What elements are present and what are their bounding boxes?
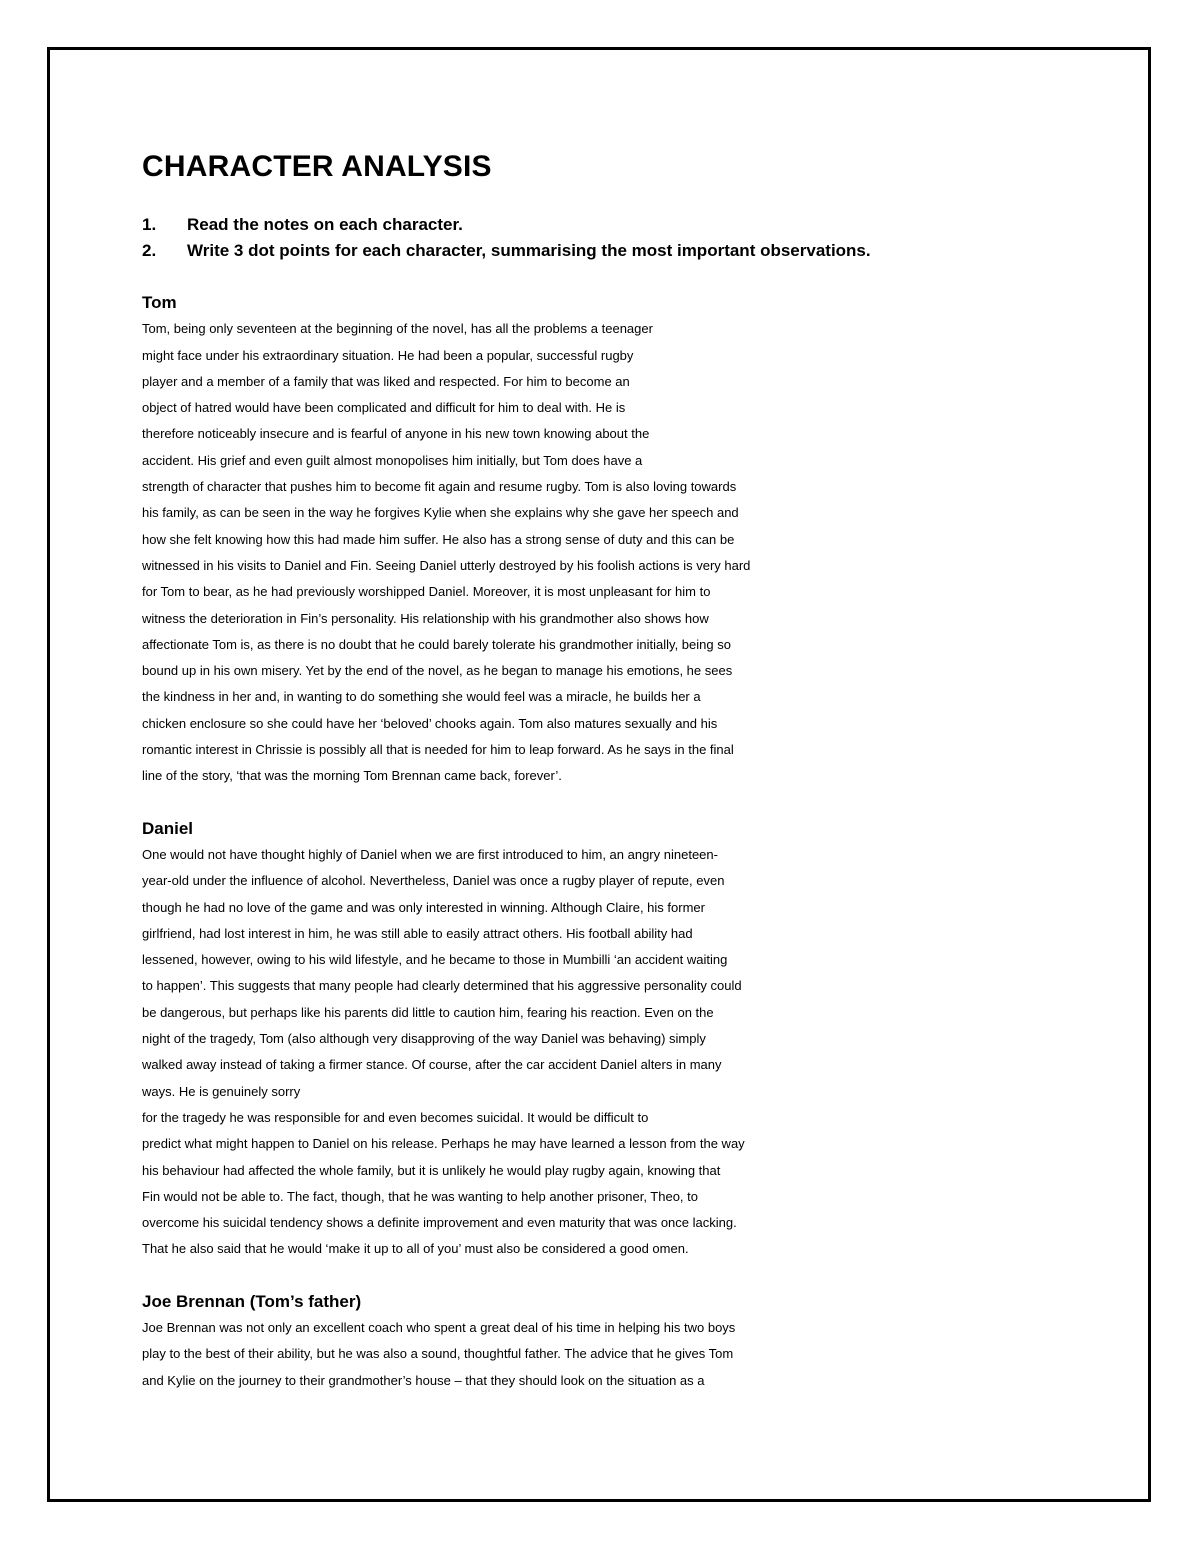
instruction-number: 1. xyxy=(142,215,157,234)
paragraph-line: though he had no love of the game and was only interested in winning. Although Claire, his former xyxy=(142,899,705,915)
paragraph-line: his family, as can be seen in the way he forgives Kylie when she explains why she gave her speech and xyxy=(142,505,739,521)
paragraph-line: his behaviour had affected the whole family, but it is unlikely he would play rugby again, knowing that xyxy=(142,1162,721,1178)
paragraph-line: Fin would not be able to. The fact, though, that he was wanting to help another prisoner, Theo, to xyxy=(142,1188,698,1204)
instruction-text: Read the notes on each character. xyxy=(187,215,463,234)
character-section xyxy=(142,1289,1072,1394)
paragraph-line: for Tom to bear, as he had previously worshipped Daniel. Moreover, it is most unpleasant for him to xyxy=(142,584,711,600)
paragraph-line: overcome his suicidal tendency shows a definite improvement and even maturity that was once lacking. xyxy=(142,1215,737,1231)
document-body xyxy=(142,148,1072,1394)
paragraph-line: predict what might happen to Daniel on his release. Perhaps he may have learned a lesson from the way xyxy=(142,1136,745,1152)
paragraph-line: strength of character that pushes him to become fit again and resume rugby. Tom is also loving towards xyxy=(142,479,737,495)
paragraph-line: might face under his extraordinary situation. He had been a popular, successful rugby xyxy=(142,347,634,363)
character-section xyxy=(142,290,1072,790)
paragraph-line: therefore noticeably insecure and is fearful of anyone in his new town knowing about the xyxy=(142,426,650,442)
paragraph-line: object of hatred would have been complicated and difficult for him to deal with. He is xyxy=(142,400,626,416)
paragraph-line: accident. His grief and even guilt almost monopolises him initially, but Tom does have a xyxy=(142,452,643,468)
instruction-text: Write 3 dot points for each character, summarising the most important observations. xyxy=(187,241,871,260)
paragraph-line: be dangerous, but perhaps like his parents did little to caution him, fearing his reaction. Even on the xyxy=(142,1004,714,1020)
instruction-item xyxy=(142,212,1072,238)
paragraph-line: year-old under the influence of alcohol. Nevertheless, Daniel was once a rugby player of repute, even xyxy=(142,873,725,889)
paragraph-line: lessened, however, owing to his wild lifestyle, and he became to those in Mumbilli ‘an accident waiting xyxy=(142,952,728,968)
paragraph-line: walked away instead of taking a firmer stance. Of course, after the car accident Daniel alters in many xyxy=(142,1057,722,1073)
paragraph-line: witness the deterioration in Fin’s personality. His relationship with his grandmother also shows how xyxy=(142,610,709,626)
section-heading: Daniel xyxy=(142,818,194,838)
paragraph-line: That he also said that he would ‘make it up to all of you’ must also be considered a good omen. xyxy=(142,1241,689,1257)
paragraph-line: how she felt knowing how this had made him suffer. He also has a strong sense of duty and this can be xyxy=(142,531,735,547)
section-heading: Tom xyxy=(142,293,177,312)
paragraph-line: player and a member of a family that was liked and respected. For him to become an xyxy=(142,373,630,389)
paragraph-line: witnessed in his visits to Daniel and Fin. Seeing Daniel utterly destroyed by his foolish actions is very hard xyxy=(142,557,751,573)
instruction-number: 2. xyxy=(142,241,157,260)
paragraph-line: bound up in his own misery. Yet by the end of the novel, as he began to manage his emotions, he sees xyxy=(142,663,733,679)
instruction-list xyxy=(142,212,1072,264)
paragraph-line: Tom, being only seventeen at the beginning of the novel, has all the problems a teenager xyxy=(142,321,653,337)
character-section xyxy=(142,816,1072,1263)
paragraph-line: to happen’. This suggests that many people had clearly determined that his aggressive personality could xyxy=(142,978,742,994)
character-sections xyxy=(142,290,1072,1394)
paragraph-line: and Kylie on the journey to their grandmother’s house – that they should look on the situation as a xyxy=(142,1372,705,1388)
paragraph-line: affectionate Tom is, as there is no doubt that he could barely tolerate his grandmother initially, being so xyxy=(142,636,731,652)
paragraph-line: line of the story, ‘that was the morning Tom Brennan came back, forever’. xyxy=(142,768,562,784)
paragraph-line: ways. He is genuinely sorry xyxy=(142,1083,301,1099)
paragraph-line: Joe Brennan was not only an excellent coach who spent a great deal of his time in helping his two boys xyxy=(142,1319,736,1335)
paragraph-line: romantic interest in Chrissie is possibly all that is needed for him to leap forward. As he says in the final xyxy=(142,742,734,758)
section-heading: Joe Brennan (Tom’s father) xyxy=(142,1291,362,1311)
paragraph-line: the kindness in her and, in wanting to do something she would feel was a miracle, he builds her a xyxy=(142,689,701,705)
paragraph-line: chicken enclosure so she could have her ‘beloved’ chooks again. Tom also matures sexually and his xyxy=(142,715,718,731)
paragraph-line: for the tragedy he was responsible for and even becomes suicidal. It would be difficult to xyxy=(142,1109,649,1125)
paragraph-line: girlfriend, had lost interest in him, he was still able to easily attract others. His football ability had xyxy=(142,925,693,941)
paragraph-line: night of the tragedy, Tom (also although very disapproving of the way Daniel was behaving) simply xyxy=(142,1031,706,1047)
instruction-item xyxy=(142,238,1072,264)
paragraph-line: One would not have thought highly of Daniel when we are first introduced to him, an angry nineteen- xyxy=(142,846,718,862)
paragraph-line: play to the best of their ability, but he was also a sound, thoughtful father. The advice that he gives Tom xyxy=(142,1346,734,1362)
document-title: CHARACTER ANALYSIS xyxy=(142,150,492,183)
